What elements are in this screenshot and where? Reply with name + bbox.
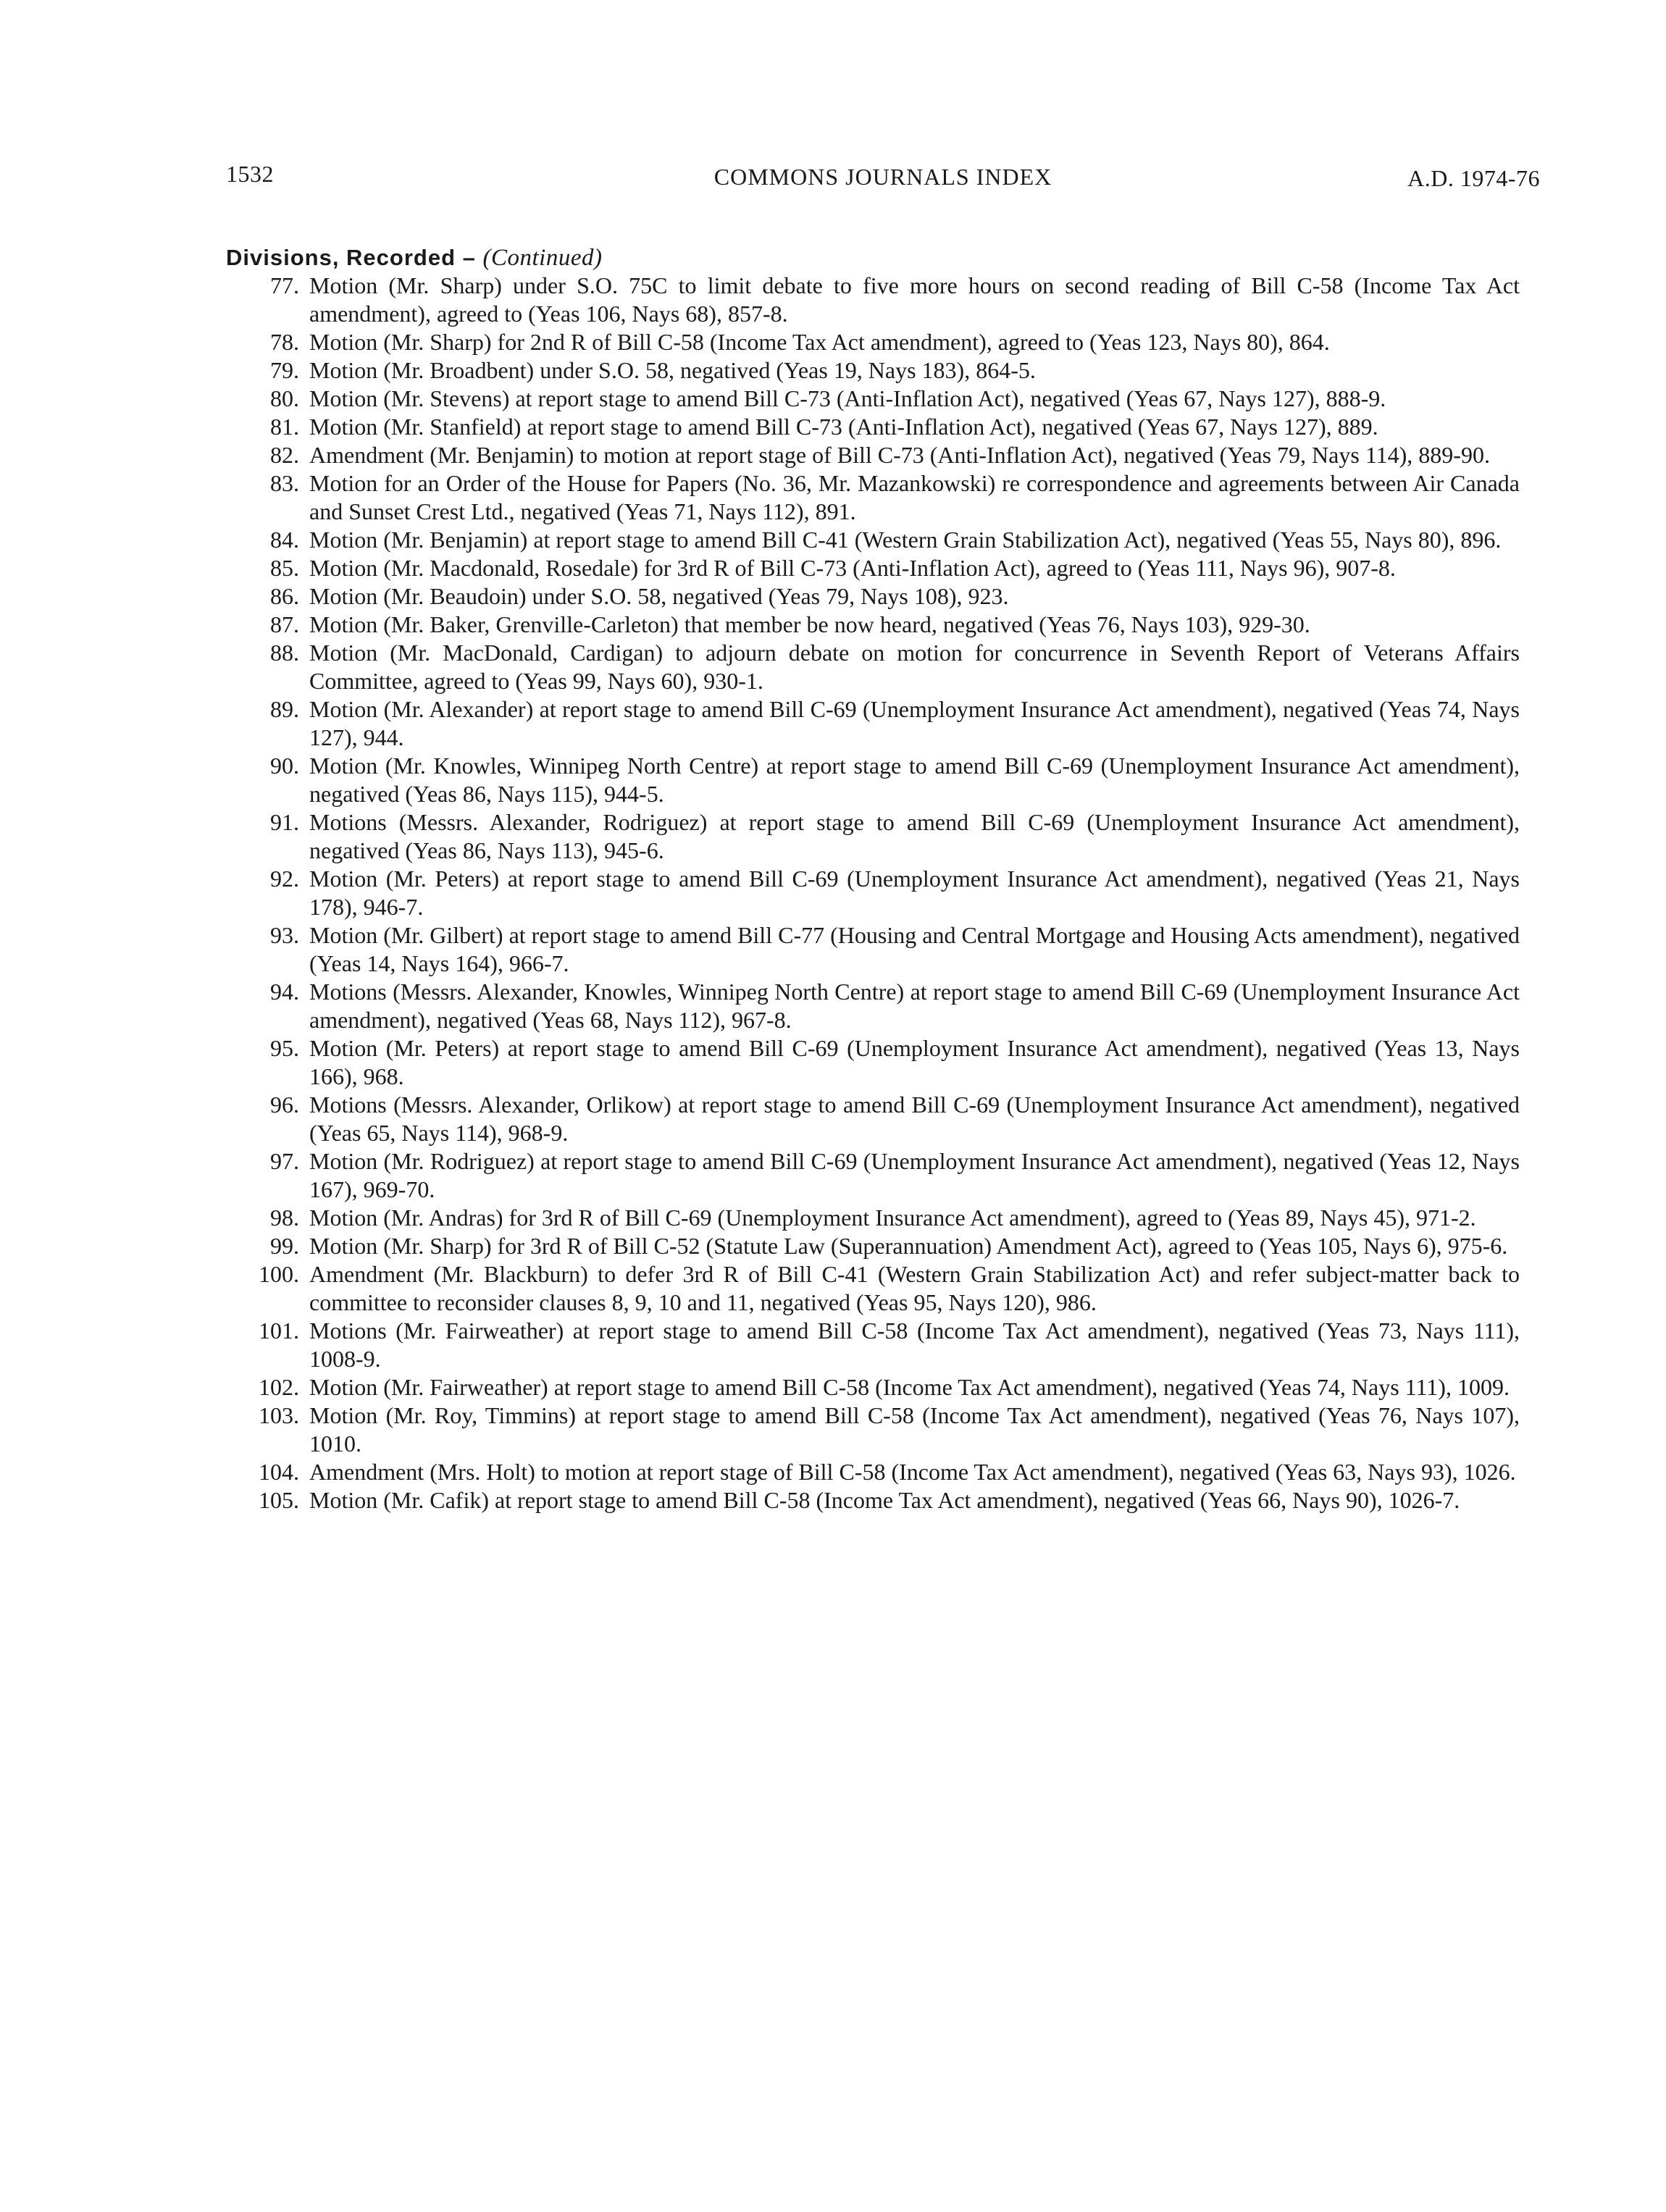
division-entry xyxy=(226,469,1520,526)
division-entry xyxy=(226,1034,1520,1091)
entry-text: Motion (Mr. Peters) at report stage to amend Bill C-69 (Unemployment Insurance Act amendment), negatived (Yeas 21, Nays 178), 946-7. xyxy=(309,866,1520,920)
entry-text: Motions (Messrs. Alexander, Rodriguez) at report stage to amend Bill C-69 (Unemployment Insurance Act amendment), negatived (Yeas 86, Nays 113), 945-6. xyxy=(309,809,1520,863)
division-entry xyxy=(226,1486,1520,1515)
section-heading xyxy=(226,245,602,272)
entry-text: Motion (Mr. Peters) at report stage to amend Bill C-69 (Unemployment Insurance Act amendment), negatived (Yeas 13, Nays 166), 968. xyxy=(309,1035,1520,1089)
division-entry xyxy=(226,413,1520,441)
entry-text: Motions (Messrs. Alexander, Orlikow) at report stage to amend Bill C-69 (Unemployment Insurance Act amendment), negatived (Yeas 65, Nays 114), 968-9. xyxy=(309,1092,1520,1146)
entry-text: Motion (Mr. Rodriguez) at report stage to amend Bill C-69 (Unemployment Insurance Act amendment), negatived (Yeas 12, Nays 167), 969-70. xyxy=(309,1148,1520,1202)
entry-number: 77. xyxy=(270,272,299,298)
division-entry xyxy=(226,1260,1520,1317)
entry-number: 90. xyxy=(270,753,299,779)
entry-text: Motion (Mr. Benjamin) at report stage to amend Bill C-41 (Western Grain Stabilization Act), negatived (Yeas 55, Nays 80), 896. xyxy=(309,527,1502,553)
section-heading-title: Divisions, Recorded xyxy=(226,245,456,270)
entry-text: Motion (Mr. Fairweather) at report stage to amend Bill C-58 (Income Tax Act amendment), negatived (Yeas 74, Nays 111), 1009. xyxy=(309,1374,1510,1400)
entry-text: Motion (Mr. Beaudoin) under S.O. 58, negatived (Yeas 79, Nays 108), 923. xyxy=(309,583,1009,609)
session-years: A.D. 1974-76 xyxy=(1407,165,1540,191)
entry-number: 81. xyxy=(270,414,299,440)
entry-number: 79. xyxy=(270,357,299,383)
entry-text: Motions (Messrs. Alexander, Knowles, Winnipeg North Centre) at report stage to amend Bill C-69 (Unemployment Insurance Act amendment), negatived (Yeas 68, Nays 112), 967-8. xyxy=(309,979,1520,1033)
entry-number: 103. xyxy=(259,1402,299,1428)
entry-text: Motion (Mr. MacDonald, Cardigan) to adjourn debate on motion for concurrence in Seventh Report of Veterans Affairs Committee, agreed to (Yeas 99, Nays 60), 930-1. xyxy=(309,640,1520,694)
entry-number: 91. xyxy=(270,809,299,835)
division-entry xyxy=(226,1204,1520,1232)
division-entry xyxy=(226,356,1520,385)
entry-text: Motion (Mr. Broadbent) under S.O. 58, negatived (Yeas 19, Nays 183), 864-5. xyxy=(309,357,1036,383)
entry-text: Motion (Mr. Stevens) at report stage to amend Bill C-73 (Anti-Inflation Act), negatived (Yeas 67, Nays 127), 888-9. xyxy=(309,385,1386,411)
division-entry xyxy=(226,639,1520,695)
entry-text: Motion for an Order of the House for Papers (No. 36, Mr. Mazankowski) re correspondence and agreements between Air Canada and Sunset Crest Ltd., negatived (Yeas 71, Nays 112), 891. xyxy=(309,470,1520,524)
entry-text: Motion (Mr. Sharp) under S.O. 75C to limit debate to five more hours on second reading of Bill C-58 (Income Tax Act amendment), agreed to (Yeas 106, Nays 68), 857-8. xyxy=(309,272,1520,327)
entry-text: Motion (Mr. Sharp) for 3rd R of Bill C-52 (Statute Law (Superannuation) Amendment Act), agreed to (Yeas 105, Nays 6), 975-6. xyxy=(309,1233,1508,1259)
division-entry xyxy=(226,752,1520,808)
entry-number: 89. xyxy=(270,696,299,722)
division-entry xyxy=(226,1091,1520,1147)
division-entry xyxy=(226,1458,1520,1486)
division-entry xyxy=(226,526,1520,554)
division-entry xyxy=(226,1373,1520,1402)
division-entry xyxy=(226,328,1520,356)
entry-number: 87. xyxy=(270,611,299,637)
entry-text: Motion (Mr. Gilbert) at report stage to amend Bill C-77 (Housing and Central Mortgage and Housing Acts amendment), negatived (Yeas 14, Nays 164), 966-7. xyxy=(309,922,1520,976)
entry-text: Motion (Mr. Baker, Grenville-Carleton) that member be now heard, negatived (Yeas 76, Nays 103), 929-30. xyxy=(309,611,1310,637)
entry-number: 102. xyxy=(259,1374,299,1400)
entry-number: 92. xyxy=(270,866,299,892)
entry-number: 80. xyxy=(270,385,299,411)
journal-title: COMMONS JOURNALS INDEX xyxy=(713,164,1052,190)
entry-number: 82. xyxy=(270,442,299,468)
division-entry xyxy=(226,978,1520,1034)
entry-text: Amendment (Mr. Benjamin) to motion at report stage of Bill C-73 (Anti-Inflation Act), negatived (Yeas 79, Nays 114), 889-90. xyxy=(309,442,1490,468)
division-entry xyxy=(226,441,1520,469)
section-heading-continued: (Continued) xyxy=(482,245,603,271)
entry-number: 78. xyxy=(270,329,299,355)
entry-text: Motion (Mr. Roy, Timmins) at report stage to amend Bill C-58 (Income Tax Act amendment), negatived (Yeas 76, Nays 107), 1010. xyxy=(309,1402,1520,1457)
entry-text: Motion (Mr. Andras) for 3rd R of Bill C-69 (Unemployment Insurance Act amendment), agreed to (Yeas 89, Nays 45), 971-2. xyxy=(309,1205,1476,1231)
entry-number: 96. xyxy=(270,1092,299,1118)
entry-number: 104. xyxy=(259,1459,299,1485)
entry-text: Amendment (Mrs. Holt) to motion at report stage of Bill C-58 (Income Tax Act amendment), negatived (Yeas 63, Nays 93), 1026. xyxy=(309,1459,1516,1485)
entry-number: 100. xyxy=(259,1261,299,1287)
division-entry xyxy=(226,1232,1520,1260)
entry-number: 84. xyxy=(270,527,299,553)
entry-number: 86. xyxy=(270,583,299,609)
entry-number: 99. xyxy=(270,1233,299,1259)
division-entry xyxy=(226,808,1520,865)
entry-text: Motion (Mr. Knowles, Winnipeg North Centre) at report stage to amend Bill C-69 (Unemployment Insurance Act amendment), negatived (Yeas 86, Nays 115), 944-5. xyxy=(309,753,1520,807)
entry-number: 94. xyxy=(270,979,299,1005)
division-entry xyxy=(226,582,1520,611)
entry-text: Amendment (Mr. Blackburn) to defer 3rd R of Bill C-41 (Western Grain Stabilization Act) and refer subject-matter back to committee to reconsider clauses 8, 9, 10 and 11, negatived (Yeas 95, Nays 120), 986. xyxy=(309,1261,1520,1315)
page-number: 1532 xyxy=(226,161,274,187)
division-entry xyxy=(226,272,1520,328)
division-entry xyxy=(226,695,1520,752)
division-entry xyxy=(226,1317,1520,1373)
division-entry xyxy=(226,611,1520,639)
entry-number: 93. xyxy=(270,922,299,948)
division-entry xyxy=(226,865,1520,921)
entry-number: 88. xyxy=(270,640,299,666)
entry-text: Motion (Mr. Alexander) at report stage to amend Bill C-69 (Unemployment Insurance Act amendment), negatived (Yeas 74, Nays 127), 944. xyxy=(309,696,1520,750)
entry-number: 97. xyxy=(270,1148,299,1174)
entry-number: 98. xyxy=(270,1205,299,1231)
entry-text: Motion (Mr. Macdonald, Rosedale) for 3rd R of Bill C-73 (Anti-Inflation Act), agreed to (Yeas 111, Nays 96), 907-8. xyxy=(309,555,1396,581)
section-heading-dash: – xyxy=(456,245,483,270)
division-entry xyxy=(226,1147,1520,1204)
division-entry xyxy=(226,385,1520,413)
entry-text: Motion (Mr. Stanfield) at report stage to amend Bill C-73 (Anti-Inflation Act), negatived (Yeas 67, Nays 127), 889. xyxy=(309,414,1378,440)
division-entry-list xyxy=(226,272,1520,1515)
entry-number: 83. xyxy=(270,470,299,496)
entry-text: Motion (Mr. Sharp) for 2nd R of Bill C-58 (Income Tax Act amendment), agreed to (Yeas 123, Nays 80), 864. xyxy=(309,329,1330,355)
division-entry xyxy=(226,1402,1520,1458)
division-entry xyxy=(226,554,1520,582)
entry-number: 95. xyxy=(270,1035,299,1061)
entry-text: Motions (Mr. Fairweather) at report stage to amend Bill C-58 (Income Tax Act amendment), negatived (Yeas 73, Nays 111), 1008-9. xyxy=(309,1317,1520,1372)
page-header xyxy=(226,161,1540,190)
entry-number: 105. xyxy=(259,1487,299,1513)
entry-text: Motion (Mr. Cafik) at report stage to amend Bill C-58 (Income Tax Act amendment), negatived (Yeas 66, Nays 90), 1026-7. xyxy=(309,1487,1460,1513)
entry-number: 101. xyxy=(259,1317,299,1344)
entry-number: 85. xyxy=(270,555,299,581)
division-entry xyxy=(226,921,1520,978)
